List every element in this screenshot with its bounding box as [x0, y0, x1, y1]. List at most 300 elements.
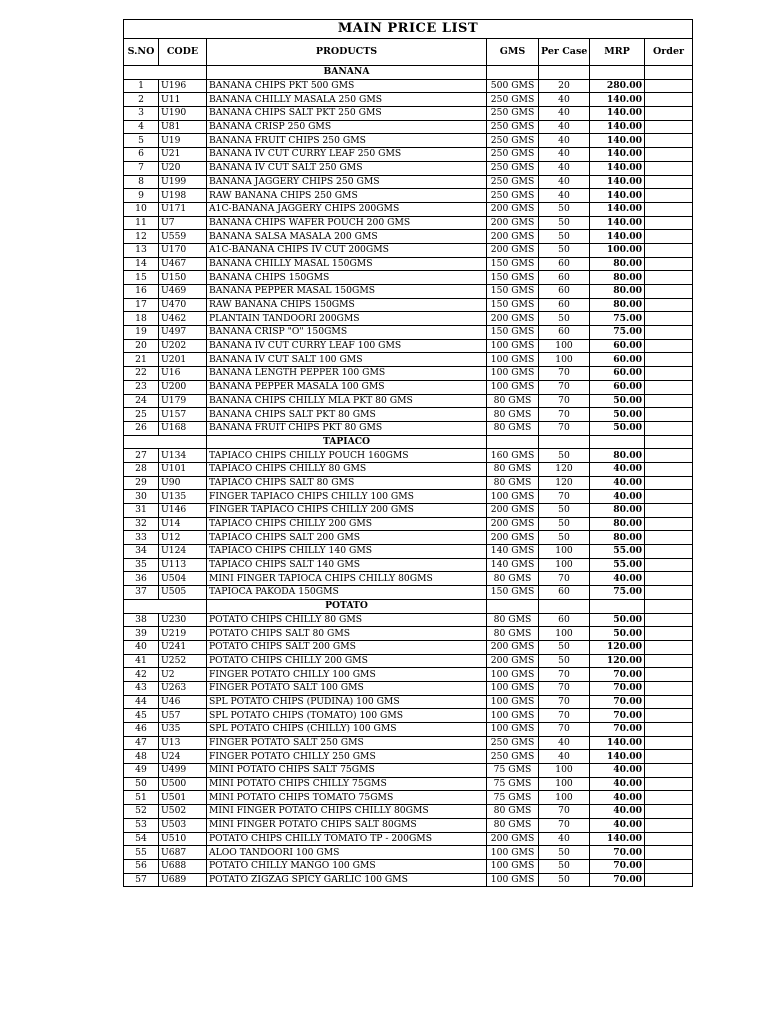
table-row: [124, 805, 693, 819]
cell-gms: 100 GMS: [487, 695, 539, 709]
cell-sno: 20: [124, 339, 159, 353]
cell-gms: 200 GMS: [487, 230, 539, 244]
cell-per-case: 70: [539, 709, 590, 723]
cell-per-case: 70: [539, 408, 590, 422]
order-cell[interactable]: [645, 326, 693, 340]
cell-per-case: 100: [539, 627, 590, 641]
cell-per-case: 70: [539, 421, 590, 435]
cell-gms: 75 GMS: [487, 764, 539, 778]
cell-gms: 250 GMS: [487, 134, 539, 148]
cell-code: U199: [159, 175, 207, 189]
cell-per-case: 60: [539, 298, 590, 312]
cell-code: U200: [159, 380, 207, 394]
order-cell[interactable]: [645, 545, 693, 559]
table-row: [124, 517, 693, 531]
cell-gms: 250 GMS: [487, 750, 539, 764]
cell-code: U501: [159, 791, 207, 805]
table-row: [124, 257, 693, 271]
cell-mrp: 60.00: [590, 380, 645, 394]
cell-per-case: 70: [539, 490, 590, 504]
order-cell[interactable]: [645, 490, 693, 504]
table-row: [124, 476, 693, 490]
order-cell[interactable]: [645, 394, 693, 408]
table-row: [124, 668, 693, 682]
cell-gms: 100 GMS: [487, 709, 539, 723]
cell-product: TAPIOCA PAKODA 150GMS: [207, 586, 487, 600]
cell-per-case: 100: [539, 764, 590, 778]
table-row: [124, 161, 693, 175]
cell-per-case: 50: [539, 216, 590, 230]
order-cell[interactable]: [645, 353, 693, 367]
cell-gms: 160 GMS: [487, 449, 539, 463]
order-cell[interactable]: [645, 558, 693, 572]
order-cell[interactable]: [645, 339, 693, 353]
cell-sno: 22: [124, 367, 159, 381]
section-row: [124, 66, 693, 80]
cell-gms: 200 GMS: [487, 654, 539, 668]
cell-sno: 46: [124, 723, 159, 737]
cell-code: U689: [159, 873, 207, 887]
cell-sno: 11: [124, 216, 159, 230]
table-row: [124, 818, 693, 832]
cell-per-case: 70: [539, 668, 590, 682]
cell-mrp: 70.00: [590, 846, 645, 860]
cell-gms: 75 GMS: [487, 791, 539, 805]
cell-product: TAPIACO CHIPS CHILLY 200 GMS: [207, 517, 487, 531]
cell-product: MINI FINGER POTATO CHIPS CHILLY 80GMS: [207, 805, 487, 819]
cell-mrp: 140.00: [590, 230, 645, 244]
cell-mrp: 70.00: [590, 709, 645, 723]
order-cell[interactable]: [645, 695, 693, 709]
order-cell[interactable]: [645, 832, 693, 846]
order-cell[interactable]: [645, 243, 693, 257]
cell-mrp: 140.00: [590, 202, 645, 216]
order-cell[interactable]: [645, 175, 693, 189]
order-cell[interactable]: [645, 791, 693, 805]
order-cell[interactable]: [645, 120, 693, 134]
cell-product: BANANA CHILLY MASALA 250 GMS: [207, 93, 487, 107]
cell-per-case: 50: [539, 517, 590, 531]
cell-per-case: 50: [539, 230, 590, 244]
table-row: [124, 846, 693, 860]
title-row: [124, 20, 693, 39]
order-cell[interactable]: [645, 421, 693, 435]
order-cell[interactable]: [645, 531, 693, 545]
cell-code: U21: [159, 148, 207, 162]
cell-per-case: 100: [539, 791, 590, 805]
cell-per-case: 100: [539, 777, 590, 791]
cell-product: POTATO ZIGZAG SPICY GARLIC 100 GMS: [207, 873, 487, 887]
order-cell[interactable]: [645, 476, 693, 490]
cell-per-case: 60: [539, 586, 590, 600]
cell-sno: 54: [124, 832, 159, 846]
cell-sno: 51: [124, 791, 159, 805]
cell-per-case: 40: [539, 750, 590, 764]
cell-code: U470: [159, 298, 207, 312]
cell-per-case: 40: [539, 736, 590, 750]
cell-gms: 100 GMS: [487, 681, 539, 695]
table-row: [124, 873, 693, 887]
cell-sno: 37: [124, 586, 159, 600]
cell-mrp: 40.00: [590, 818, 645, 832]
cell-sno: 14: [124, 257, 159, 271]
cell-per-case: 50: [539, 531, 590, 545]
cell-mrp: 50.00: [590, 613, 645, 627]
cell-code: U20: [159, 161, 207, 175]
header-code: CODE: [159, 39, 207, 66]
cell-sno: 1: [124, 79, 159, 93]
order-cell[interactable]: [645, 271, 693, 285]
order-cell[interactable]: [645, 627, 693, 641]
cell-gms: 80 GMS: [487, 627, 539, 641]
cell-gms: 100 GMS: [487, 380, 539, 394]
cell-mrp: 70.00: [590, 723, 645, 737]
table-row: [124, 216, 693, 230]
cell-per-case: 40: [539, 832, 590, 846]
price-list-table: [123, 19, 693, 887]
cell-product: BANANA PEPPER MASAL 150GMS: [207, 285, 487, 299]
cell-sno: 12: [124, 230, 159, 244]
cell-mrp: 80.00: [590, 504, 645, 518]
cell-sno: 56: [124, 859, 159, 873]
cell-code: U16: [159, 367, 207, 381]
cell-gms: 200 GMS: [487, 517, 539, 531]
cell-per-case: 70: [539, 681, 590, 695]
cell-per-case: 60: [539, 613, 590, 627]
cell-mrp: 40.00: [590, 764, 645, 778]
cell-product: A1C-BANANA JAGGERY CHIPS 200GMS: [207, 202, 487, 216]
table-row: [124, 750, 693, 764]
cell-sno: 42: [124, 668, 159, 682]
cell-code: U230: [159, 613, 207, 627]
cell-sno: 28: [124, 462, 159, 476]
order-cell[interactable]: [645, 449, 693, 463]
cell-sno: 21: [124, 353, 159, 367]
table-row: [124, 627, 693, 641]
table-row: [124, 572, 693, 586]
cell-product: SPL POTATO CHIPS (PUDINA) 100 GMS: [207, 695, 487, 709]
cell-code: U24: [159, 750, 207, 764]
cell-code: U502: [159, 805, 207, 819]
cell-per-case: 40: [539, 120, 590, 134]
cell-gms: 200 GMS: [487, 832, 539, 846]
table-row: [124, 421, 693, 435]
order-cell[interactable]: [645, 723, 693, 737]
order-cell[interactable]: [645, 859, 693, 873]
section-mrp-empty: [590, 66, 645, 80]
cell-mrp: 60.00: [590, 339, 645, 353]
order-cell[interactable]: [645, 777, 693, 791]
cell-code: U90: [159, 476, 207, 490]
order-cell[interactable]: [645, 408, 693, 422]
cell-per-case: 40: [539, 134, 590, 148]
table-row: [124, 777, 693, 791]
cell-gms: 100 GMS: [487, 668, 539, 682]
cell-code: U499: [159, 764, 207, 778]
cell-product: FINGER TAPIACO CHIPS CHILLY 200 GMS: [207, 504, 487, 518]
cell-mrp: 80.00: [590, 298, 645, 312]
cell-mrp: 140.00: [590, 161, 645, 175]
cell-sno: 35: [124, 558, 159, 572]
cell-mrp: 80.00: [590, 257, 645, 271]
page-title: MAIN PRICE LIST: [124, 20, 693, 39]
cell-product: RAW BANANA CHIPS 150GMS: [207, 298, 487, 312]
order-cell[interactable]: [645, 873, 693, 887]
cell-code: U196: [159, 79, 207, 93]
cell-product: MINI POTATO CHIPS SALT 75GMS: [207, 764, 487, 778]
cell-gms: 80 GMS: [487, 476, 539, 490]
cell-code: U150: [159, 271, 207, 285]
cell-sno: 29: [124, 476, 159, 490]
order-cell[interactable]: [645, 462, 693, 476]
order-cell[interactable]: [645, 257, 693, 271]
cell-mrp: 280.00: [590, 79, 645, 93]
section-pc-empty: [539, 66, 590, 80]
order-cell[interactable]: [645, 805, 693, 819]
cell-product: POTATO CHILLY MANGO 100 GMS: [207, 859, 487, 873]
cell-sno: 41: [124, 654, 159, 668]
order-cell[interactable]: [645, 79, 693, 93]
table-row: [124, 298, 693, 312]
order-cell[interactable]: [645, 312, 693, 326]
cell-sno: 24: [124, 394, 159, 408]
table-row: [124, 764, 693, 778]
table-row: [124, 736, 693, 750]
cell-sno: 48: [124, 750, 159, 764]
order-cell[interactable]: [645, 750, 693, 764]
cell-product: BANANA IV CUT SALT 100 GMS: [207, 353, 487, 367]
section-order-empty: [645, 435, 693, 449]
cell-product: POTATO CHIPS CHILLY 80 GMS: [207, 613, 487, 627]
cell-code: U124: [159, 545, 207, 559]
cell-product: BANANA PEPPER MASALA 100 GMS: [207, 380, 487, 394]
cell-per-case: 50: [539, 449, 590, 463]
cell-product: BANANA IV CUT CURRY LEAF 100 GMS: [207, 339, 487, 353]
table-row: [124, 504, 693, 518]
cell-per-case: 70: [539, 572, 590, 586]
cell-per-case: 60: [539, 285, 590, 299]
cell-mrp: 120.00: [590, 640, 645, 654]
order-cell[interactable]: [645, 202, 693, 216]
cell-sno: 53: [124, 818, 159, 832]
cell-per-case: 40: [539, 107, 590, 121]
cell-per-case: 100: [539, 353, 590, 367]
cell-code: U179: [159, 394, 207, 408]
table-row: [124, 120, 693, 134]
cell-mrp: 75.00: [590, 586, 645, 600]
order-cell[interactable]: [645, 93, 693, 107]
order-cell[interactable]: [645, 161, 693, 175]
cell-product: FINGER POTATO CHILLY 100 GMS: [207, 668, 487, 682]
cell-per-case: 70: [539, 723, 590, 737]
cell-gms: 100 GMS: [487, 873, 539, 887]
cell-gms: 100 GMS: [487, 859, 539, 873]
cell-product: SPL POTATO CHIPS (CHILLY) 100 GMS: [207, 723, 487, 737]
cell-gms: 100 GMS: [487, 490, 539, 504]
header-products: PRODUCTS: [207, 39, 487, 66]
cell-code: U157: [159, 408, 207, 422]
cell-gms: 140 GMS: [487, 545, 539, 559]
cell-sno: 39: [124, 627, 159, 641]
cell-mrp: 40.00: [590, 805, 645, 819]
order-cell[interactable]: [645, 148, 693, 162]
cell-product: BANANA CHIPS 150GMS: [207, 271, 487, 285]
table-row: [124, 832, 693, 846]
order-cell[interactable]: [645, 846, 693, 860]
cell-sno: 6: [124, 148, 159, 162]
order-cell[interactable]: [645, 504, 693, 518]
cell-sno: 38: [124, 613, 159, 627]
cell-mrp: 55.00: [590, 558, 645, 572]
order-cell[interactable]: [645, 216, 693, 230]
cell-gms: 200 GMS: [487, 312, 539, 326]
cell-per-case: 70: [539, 695, 590, 709]
header-sno: S.NO: [124, 39, 159, 66]
cell-code: U500: [159, 777, 207, 791]
cell-sno: 16: [124, 285, 159, 299]
cell-mrp: 140.00: [590, 120, 645, 134]
cell-product: BANANA SALSA MASALA 200 GMS: [207, 230, 487, 244]
order-cell[interactable]: [645, 640, 693, 654]
cell-per-case: 100: [539, 545, 590, 559]
cell-gms: 200 GMS: [487, 531, 539, 545]
order-cell[interactable]: [645, 681, 693, 695]
table-row: [124, 189, 693, 203]
order-cell[interactable]: [645, 654, 693, 668]
cell-product: FINGER POTATO SALT 250 GMS: [207, 736, 487, 750]
order-cell[interactable]: [645, 380, 693, 394]
cell-code: U12: [159, 531, 207, 545]
order-cell[interactable]: [645, 517, 693, 531]
cell-per-case: 60: [539, 326, 590, 340]
order-cell[interactable]: [645, 230, 693, 244]
cell-sno: 25: [124, 408, 159, 422]
table-row: [124, 545, 693, 559]
cell-product: BANANA JAGGERY CHIPS 250 GMS: [207, 175, 487, 189]
cell-product: MINI POTATO CHIPS TOMATO 75GMS: [207, 791, 487, 805]
cell-sno: 4: [124, 120, 159, 134]
section-name: BANANA: [207, 66, 487, 80]
cell-mrp: 50.00: [590, 627, 645, 641]
cell-product: MINI FINGER TAPIOCA CHIPS CHILLY 80GMS: [207, 572, 487, 586]
cell-per-case: 40: [539, 189, 590, 203]
cell-product: BANANA CHIPS CHILLY MLA PKT 80 GMS: [207, 394, 487, 408]
cell-product: MINI POTATO CHIPS CHILLY 75GMS: [207, 777, 487, 791]
table-row: [124, 394, 693, 408]
cell-mrp: 80.00: [590, 271, 645, 285]
cell-code: U201: [159, 353, 207, 367]
cell-code: U146: [159, 504, 207, 518]
order-cell[interactable]: [645, 736, 693, 750]
cell-mrp: 80.00: [590, 285, 645, 299]
cell-gms: 100 GMS: [487, 723, 539, 737]
order-cell[interactable]: [645, 613, 693, 627]
order-cell[interactable]: [645, 107, 693, 121]
cell-mrp: 75.00: [590, 326, 645, 340]
cell-product: POTATO CHIPS SALT 200 GMS: [207, 640, 487, 654]
cell-product: ALOO TANDOORI 100 GMS: [207, 846, 487, 860]
order-cell[interactable]: [645, 189, 693, 203]
section-row: [124, 435, 693, 449]
table-row: [124, 640, 693, 654]
cell-product: TAPIACO CHIPS SALT 200 GMS: [207, 531, 487, 545]
order-cell[interactable]: [645, 818, 693, 832]
cell-mrp: 40.00: [590, 572, 645, 586]
cell-per-case: 60: [539, 271, 590, 285]
table-row: [124, 462, 693, 476]
cell-per-case: 70: [539, 394, 590, 408]
cell-product: FINGER POTATO CHILLY 250 GMS: [207, 750, 487, 764]
cell-code: U7: [159, 216, 207, 230]
cell-gms: 100 GMS: [487, 846, 539, 860]
order-cell[interactable]: [645, 709, 693, 723]
cell-code: U505: [159, 586, 207, 600]
table-row: [124, 79, 693, 93]
cell-product: BANANA IV CUT SALT 250 GMS: [207, 161, 487, 175]
section-row: [124, 599, 693, 613]
order-cell[interactable]: [645, 134, 693, 148]
cell-mrp: 40.00: [590, 777, 645, 791]
cell-product: POTATO CHIPS CHILLY TOMATO TP - 200GMS: [207, 832, 487, 846]
cell-product: TAPIACO CHIPS SALT 80 GMS: [207, 476, 487, 490]
table-row: [124, 723, 693, 737]
order-cell[interactable]: [645, 764, 693, 778]
cell-product: MINI FINGER POTATO CHIPS SALT 80GMS: [207, 818, 487, 832]
cell-gms: 150 GMS: [487, 586, 539, 600]
table-row: [124, 230, 693, 244]
order-cell[interactable]: [645, 285, 693, 299]
table-row: [124, 339, 693, 353]
cell-gms: 80 GMS: [487, 394, 539, 408]
cell-per-case: 50: [539, 504, 590, 518]
section-name: POTATO: [207, 599, 487, 613]
cell-sno: 47: [124, 736, 159, 750]
cell-per-case: 20: [539, 79, 590, 93]
cell-sno: 17: [124, 298, 159, 312]
section-pc-empty: [539, 599, 590, 613]
cell-gms: 200 GMS: [487, 202, 539, 216]
order-cell[interactable]: [645, 586, 693, 600]
cell-product: A1C-BANANA CHIPS IV CUT 200GMS: [207, 243, 487, 257]
cell-per-case: 40: [539, 161, 590, 175]
cell-product: BANANA CRISP "O" 150GMS: [207, 326, 487, 340]
cell-gms: 500 GMS: [487, 79, 539, 93]
cell-mrp: 140.00: [590, 107, 645, 121]
cell-per-case: 70: [539, 818, 590, 832]
order-cell[interactable]: [645, 572, 693, 586]
cell-product: BANANA CHIPS PKT 500 GMS: [207, 79, 487, 93]
cell-sno: 52: [124, 805, 159, 819]
cell-gms: 150 GMS: [487, 298, 539, 312]
cell-sno: 49: [124, 764, 159, 778]
cell-sno: 13: [124, 243, 159, 257]
cell-code: U263: [159, 681, 207, 695]
cell-sno: 40: [124, 640, 159, 654]
cell-gms: 250 GMS: [487, 120, 539, 134]
table-row: [124, 681, 693, 695]
order-cell[interactable]: [645, 367, 693, 381]
section-order-empty: [645, 66, 693, 80]
cell-sno: 44: [124, 695, 159, 709]
cell-mrp: 40.00: [590, 791, 645, 805]
order-cell[interactable]: [645, 298, 693, 312]
header-per-case: Per Case: [539, 39, 590, 66]
table-row: [124, 449, 693, 463]
order-cell[interactable]: [645, 668, 693, 682]
table-row: [124, 93, 693, 107]
cell-mrp: 80.00: [590, 449, 645, 463]
cell-mrp: 140.00: [590, 93, 645, 107]
